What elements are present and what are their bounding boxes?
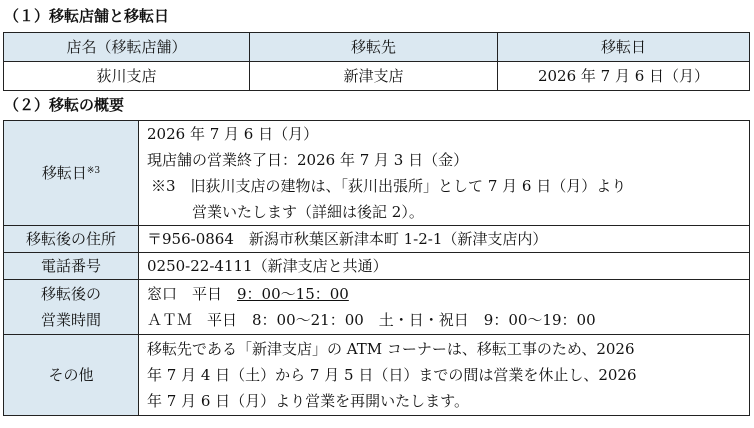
address-row (4, 226, 750, 253)
other-text-line2: 年 7 月 4 日（土）から 7 月 5 日（日）までの間は営業を休止し、2026 (147, 366, 637, 384)
date-label-text: 移転日 (41, 164, 87, 182)
window-hours-line (147, 281, 749, 307)
header-store-name: 店名（移転店舗） (4, 33, 250, 62)
cell-destination: 新津支店 (250, 62, 498, 91)
section2-title: （２）移転の概要 (4, 96, 125, 114)
window-hours-prefix: 窓口 平日 (147, 285, 238, 303)
date-label-note: ※3 (86, 166, 101, 176)
hours-label (4, 280, 139, 335)
cell-relocation-date: 2026 年 7 月 6 日（月） (498, 62, 750, 91)
date-row-value (139, 121, 750, 226)
section1-title: （１）移転店舗と移転日 (4, 7, 170, 25)
relocation-date-text: 2026 年 7 月 6 日（月） (147, 125, 319, 143)
atm-hours-line: ＡＴＭ 平日 8：00～21：00 土・日・祝日 9：00～19：00 (147, 311, 596, 329)
hours-row (4, 280, 750, 335)
hours-label-line2: 営業時間 (40, 311, 101, 329)
header-relocation-date: 移転日 (498, 33, 750, 62)
note-text-line1: ※3 旧荻川支店の建物は、「荻川出張所」として 7 月 6 日（月）より (151, 177, 627, 195)
cell-store-name: 荻川支店 (4, 62, 250, 91)
phone-value: 0250-22-4111（新津支店と共通） (139, 253, 750, 280)
phone-row (4, 253, 750, 280)
other-row (4, 335, 750, 416)
other-text-line3: 年 7 月 6 日（月）より営業を再開いたします。 (147, 392, 469, 410)
hours-label-line1: 移転後の (40, 285, 101, 303)
last-business-day-text: 現店舗の営業終了日：2026 年 7 月 3 日（金） (147, 151, 469, 169)
table-header-row (4, 33, 750, 62)
header-destination: 移転先 (250, 33, 498, 62)
address-label: 移転後の住所 (4, 226, 139, 253)
overview-table (3, 120, 750, 416)
relocation-table (3, 32, 750, 91)
phone-label: 電話番号 (4, 253, 139, 280)
date-row (4, 121, 750, 226)
window-hours-time: 9：00～15：00 (237, 285, 349, 303)
table-row (4, 62, 750, 91)
date-row-label (4, 121, 139, 226)
other-text-line1: 移転先である「新津支店」の ATM コーナーは、移転工事のため、2026 (147, 340, 635, 358)
other-label: その他 (4, 335, 139, 416)
other-value (139, 335, 750, 416)
address-value: 〒956-0864 新潟市秋葉区新津本町 1-2-1（新津支店内） (139, 226, 750, 253)
note-text-line2: 営業いたします（詳細は後記 2）。 (192, 203, 424, 221)
hours-value (139, 280, 750, 335)
